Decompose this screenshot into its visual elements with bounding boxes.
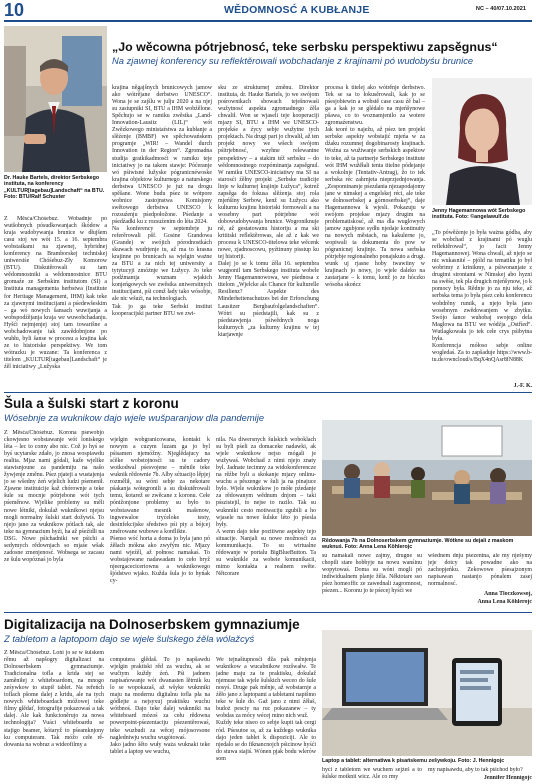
article1-column-2 <box>112 78 212 390</box>
article2-col4-text: su namakali nowe zajmy, drugne su chopili stare hobbyje na nowu wanśinu wopytowaś. Doma su wóni mogli pó indiwidualnem planje žěla. Něktotare sso pśez homeoffic ze zawednali zagromnost, pśezen... Koronu jo te pśecej hyśći we <box>322 553 422 595</box>
article2-col2-text: wjelgin wobgranicowana, kontakt k nowym a cuzym luzam ga jo byl pśisamen njemóžny. Njeglědajucy na sćěke wobstojnosći su te cadory wotkodwal pśesvojene – měnile teke wuknik rědownie 7b. Alby sćtuacijo lěpjej rozmělił, su wóni sebje za nekotare pśakanja wótegronili a su diskutěrowali temu, kotarež se zwěcane z koronu. Cełe pónižonjone problemy su było to wobstawane mesnik mašenow, ingwewaloe tryćeloke testy, desinfekcijske sředstwo pśi piy a bójcej změrowane wubowe a konflikte. Pśenso wóć horta a doma jo byla jano pó źěłach mókna ako zwyřým nic. Mjazy nami wjeźěl, až połnosc namakaś. To wobstajowane nadawadam io ceło bryž njeergaceciceriownu a wuknikowego šjódstwo wjako. Kužda šula jo to hyńak cy- <box>110 437 210 584</box>
article3-col3-text: We tejnaštupnosći dža pak měnjenja wuknikow a wucabnikow rozšwałw. Te jadne maju za te praktisku, dokulaž njemuse tak wjele šulskich weceo do šule nosyś. Druge pak měnje, až wobstarnje a źěło jano z laptopami a tabletami napišmo teke w šule do. Gaž jano z nimi źěłaš, budoż pesciy na ruc pokazanew – ty wobdas za mócy wécej mino nich wuž. Kuždy teke niseo co sebje kupit tak cergi ród. Pśesutoe ss, až za kuždego wuknika dajo jeden tablet k dispoziciji. Ale to njedalo se do fiknancnojch pśicinow hyśći do stuwa stajiś. Wónen pjak bodu wlerów som <box>216 657 316 762</box>
article3-col4-text: hyći z tabletom we wuchem sejźeš a to šulske motknii wicz. Ale co rmy <box>322 767 422 781</box>
photo1-caption: Dr. Hauke Bartels, direktor Serbskego instituta, na konferency „KULTUR[tagebau]Landschaft“ na BTU. Foto: BTU/Ralf Schuster <box>4 175 105 201</box>
article2-col3-text: nila. Na diwersnych šulskich woboklach su byli pśeli za domaceke nadawki, ak wjele wuknikow nejso mógali je wužywaś. Wobchad z nimi njejo znaty byl. Jadnate tecimny za widokonferencze na rěźbe byli a skokanje mjazy onlinu-wuchu a pěszenge w šuli ja na pinajuce bylo. Wjele wuknikow jo mółe pźedanje za rědowanym wědnum dnjom – taki pśszistejil, to nejse to razilo. Tak su wuknniki cesto motiwaciju zgubili a ho wjasele na nowe šulske léto jo pśesla były. A wenn dajo teke pozitiwne aspekty tejo situacije. Nanjali su nowe možnosći za kommunikacju. To su wirtualne rědowanje w portalu BigBlueButton. Ta su wuknikle za wobeie komunikacii, mimo kontakta a realnem swěte. Nětcorare <box>216 437 316 577</box>
photo-jenny-hagemannowa-image <box>432 78 532 205</box>
article3-col5-text: my napisawdu, aby to tak pśichod było? <box>428 767 523 773</box>
article1-column-4 <box>325 78 425 390</box>
article1-signature: J.-F. K. <box>513 383 532 389</box>
article2-signature-2: Anna Lena Köhlerojc <box>477 599 532 605</box>
article2-signature-1: Anna Tloczkowsoj, <box>483 591 532 597</box>
page-header <box>0 0 536 20</box>
divider-1 <box>4 392 532 393</box>
article3-column-3 <box>216 650 316 782</box>
article3-column-2 <box>110 650 210 782</box>
article2-column-4 <box>322 553 422 609</box>
article1-title: „Jo wěcowna pótrjebnosć, teke serbsku perspektiwu zapsěgnus“ <box>112 40 498 54</box>
article1-col4-text: procesa k titelej ako wótrěnje derbstwo. Tek se sa to łokusěrowali, kak jo se pśesjobiewin a wobstě case casu źě bal – ga a kak jo se glédalo na mjeńšynowe pšawa, co to woznamjenilo za wotere zgromaźenstwu. Jak teoré to naježu, až pśez ten projekt serbske aspekty wobstajić mjeńa w za dźaku rozumnej dogobinarosty krajinach. Woźna za wužiwanje serbskich aspektow to teke, až ta partnerje Serbskego institute wót IHM wužěłali tenta titelne pódejanje a wokolnje (Tentativ-Antrag), žo to tek serbska réc zahrnjeta nieprzjednjowanja. „Zespominamje pśezdania njezapodajomy jane w nimskej a engelskej réci, ale teke w dolnoserbskej a górnoserbskej“, daje Hagemannowa k wjesli. Pokazuju w swójom projekse mjazy drugim na problematiskosć, až ma dla wuglowych jamow zgubjone sydłu njedaje kontinuity na nowych městach, na kakulerne jo, wopiwali ta dokumenta do pow w pógranicnej krajinje. Ta nowa serbska pótrjebje regionalneho ponajskuto a drugi. wunk uj rjasne hoby twawiiny w krajinach jo nowy, jo wjele daleko na zastarjane – k tomu, kenž jo ze hóczko wósoba skończ <box>325 85 425 289</box>
article1-col2-text: krajina něgajšnych brunicowych jamow ako wótrějane derbstwo UNESCO“. Wona je se zajšlu w julju 2020 a na njej su zastupniki SI, BTU a IHM wobźělone. Spěchujo se w ramiku zwěstka „Land-Innovation-Lausitz (LIL)“ wót Zwězkowego ministaŕstwa za kubłanje a slěźenje (BMBF) we spěchowańskem programje „WIR! – Wandel durch Innovation in der Region“. Zgromadna studija gratkikadmosći w ramiku teje iniciatiwy jo na takem stawje: Póćeranje wó pśiwisné lužyske pógranicnéwoske krajina objektow kulturnego a naturskego derbstwa UNESCO je już na drogu spěšane. Wone budu pśez te wótpore wobnice zastojnstwa Komisjony swětowego derbstwa UNESCO k rozsuźenju pśedpołožone. Pśedanje a pśedźadki ku z rozsuźenim do léta 2024. Na konferency w septembrje ju referěrowali pšf. Gosine Grandowa (Grande) w swójich pórodnostkách skuwach wudrjenje tu, až ma to krasna krajinne po brunicach sa wjelgin ważne za BTU a za nich tej uniwersity a tytytucyji zmóżnje we Łužycy. Jo teke podźmamja wuznam wjakich konjeńgowych we zwěstka uniwersitnych institucijami, pśi comž łady tako wósobje, ale nic wšuźi, na technologiach. Tak jo ga teke Serbski institut kooperacijski partner BTU we zwi- <box>112 85 212 317</box>
section-title: WĚDOMNOSĆ A KUBŁANJE <box>224 4 370 16</box>
photo-laptop-tablet-image <box>322 630 532 756</box>
article1-column-3 <box>218 78 319 390</box>
article1-column-5 <box>432 223 532 383</box>
photo-classroom-7b <box>322 420 532 536</box>
photo-hauke-bartels-image <box>4 26 107 172</box>
page-number: 10 <box>4 0 25 20</box>
article1-col3-text: sku ze strukturnej změnu. Direktor instituta, dr. Hauke Bartels, jo we swójom pośrownikach sbowach teješnowaśi wužytnosć aspekta zgromadnego źěla chwalił. Won se wjaseli teje kooperaciji mjazy SI, BTU a IHM we UNESCO-projekśe a źycy sebje wužytne tych projektach. Na drugi part jo chwalił, až ten projekt nowy we wšech swójom pśitrjebnosć, wzyhne relewantne perspektiwy – a stakim též serbsku – do wědomnostnego rozpóminanja zapsěgnul. W ramiku UNESCO-iniciatiwy ma SI na starosći źěłny projekt „Serbske tradicije linje w kulturnej krajinje Łužyca“, kotrež zapsěga do fokusa slěźenja stoj rola mjeńšiny Serbow, kenž su Łužycu ako kulturnu krajinu historiski formowali a na wosebny part pótrjebne wót dobowudobywanja brunice. Wogroniknuje ně, až gestatowanu historiju a ma ski krititski reflektěrowas, ale až z kak we procesu k UNESCO-titelowa teke wěcenk nowe, zjadnoscowu, pyźtinuny pisstup ku tej historiji. Dalej jo se k tomu źěla 16. septembra wugponil tam Serbskego instituta wobele Jenny Hagemannowowa, we pśednosa z titelom „Wjelcke als Chance für kulturelle Resilienz? Aspekte des Minderheitenschutzes bei der Erforschung Lausitzer Bergbaufolgelandschaften“. Wótri su pśedstajili, kak su z pśedstawjenja pśiwědnych noga kulturnych „za kulturny krajinu w tej ktarjawnje <box>218 85 319 338</box>
article2-col5-text: wšednem dnju pśezentna, ale my nješymy jeje dotcy tak powadne ako na zachopjeńku. Zekowowe pśesajzonym napisawan nastanjo pónalem zasej normalnosć. <box>428 553 532 588</box>
article2-subtitle: Wósebnje za wuknikow dajo wjele wušparanjow dla pandemije <box>4 412 265 423</box>
article3-subtitle: Z tabletom a laptopom dajo se wjele šulskego źěla wólažcyś <box>4 633 255 644</box>
article2-title: Šula a šulski start z koronu <box>4 396 179 411</box>
photo-laptop-tablet <box>322 630 532 756</box>
article3-column-5 <box>428 767 532 775</box>
article2-column-2 <box>110 430 210 608</box>
article1-column-1 <box>4 216 107 390</box>
article2-column-1 <box>4 430 104 608</box>
article1-subtitle: Na zjawnej konferency su reflektěrowali wobchadanje z krajinami pó wudobyśu brunice <box>112 55 474 66</box>
article2-col1-text: Z Měsća/Chóśebuz. Korona pśewobjo ckowjesno wobstawanje wót loniskego léta – lec to comy abo nic. Což jo hyś se byś ucytarske zdało, jo znosa wospiawdu realita. Mjaz nami gódali, kaže wjelike stawisnjoune za pandemiju na našo žywjenje změnu. Pśez pjateji a wustajenja jo se wšedny źeń wjelich ludzi pśemenił. Zjawne instituicije kaž chórownje a teke šule su mocnje pótrjebone wót tych pśeměnow. Wjelike problemy su měli nowe létniki, dokulaž wuknikowi njejsu mogli normalny šulski start dožywiś. To njejo jano za wuknikow pótlach tak, ale teke na gymnazium hyźi, ha až pśeźidli na DSG. Nowe pśichadniki we pśichi a sedymych rědownjach so mjaśe wšak zadosne zmenjenosć. Wobsega se zacasu ze šulu wopóznaś jo byla <box>4 430 104 563</box>
photo2-caption: Jenny Hagemannowa wót Serbskego instituta. Foto: ©angelawulf.de <box>432 208 526 221</box>
photo-jenny-hagemannowa <box>432 78 532 205</box>
article1-col5-text: „To pówěźenje jo była ważna gódba, aby se wobchad z krajinami pó wuglu reflektěrowal“, jo facit Jenny Hagemannowej. Wona chwali, až njejo se nic wukasnité – pjóld na tematiku jo był wobrimy z krinikmy, a pśiwonanjate z drugimi strontami w Nimskej abo hyzni na swěśe, tek pla drugich mjeńšynow, jo k pomocy była. Rědnje jo za nju teke, až serbska tema jo była pśez cełu konferencu wobdrěny rumik, a njejo była jano wosebnym zwědowanjem w zbytku. Swójo šance wuhobaj swojego dela Maglowa na BTU we wódźja „Ostříed“. Wutlagkowała jo tek cełe crys pśibytna była. Konferencja mółoso sebje online wogledaś. Za to zapšaduje https://www.b-tu.de/owncloud/s/BqX4nQAsr8fN88K <box>432 230 532 363</box>
article3-col1-text: Z Měsća/Chóśebuz. Lońi jo se w šulskem rěmu až napšogry digitalizaci na Dolnoserbskem gymnaziumje. Tradicionalna tofla a krida stej se zaměniłej z whiteboardom, na mnogo ześywkow to stupił tablet. Na reřeńch toflach pšome dalej z kridu, ale na tych nowych whiteboardach móžowej teke filmy glědať, fotografije pokazowaś a tak dalej. Ale kak funkcioněrujo za nowa technologija? Vuáci whiteboardu se stajigo beamer, kótaryž to pśeamknjony ku computeram. Tak móžo cełe rě-dowania na wobraz a wideofilmy a <box>4 650 104 748</box>
photo-hauke-bartels <box>4 26 107 172</box>
photo-classroom-7b-image <box>322 420 532 536</box>
header-rule <box>4 20 532 22</box>
article2-column-3 <box>216 430 316 608</box>
article3-signature: Jennifer Hennigojc <box>483 775 532 781</box>
article1-col1-text: Z Měsća/Chóśebuz. Wobadnje po wutšobnych pósudkowanjach škódow a kraja wudobywanja brunice w dłujšem casu stoj we wót 15. a 16. septembra wobstatkami na zjawnej, hybridnej konferency na Bramborskej techniskej uniwersiśe Chóśebuz-Zły Komorow (BTU). Diskutěrowali su tam wědomnostniki a wědomnostnice BTU gromaźe ze Serbskim institutom (SI) a Instituta managementa herbstwa (Institute for Heritage Management, IHM) kak teke za zjawnymi institucijami a pśedewšeskim – ga wó nowych šansach wuwijanja a wobspodźějanja kraja we wuwobchadanju. Hyšći nejmjenjej stoj tam towarišne a wobchadowanje tak zawědobnjone po wuhłu, byli šanse w procesu a krajina kak ze to historiske perspektiwy. We tom wótrazku je wuzane: Ta konferenca z titelom „KULTUR[tagebau]Landschaft“ je źěl iniciatiwy „Lužyska <box>4 216 107 370</box>
article3-column-4 <box>322 767 422 782</box>
article3-title: Digitalizacija na Dolnoserbskem gymnaziumje <box>4 617 300 632</box>
photo4-caption: Laptop a tablet: alternatiwa k pisańskemu zešywkoju. Foto: J. Hennigojc <box>322 758 505 764</box>
photo3-caption: Rědowanja 7b na Dolnoserbskem gymnaziumje. Wótkne su dejali z maskom wuknuś. Foto: Anna Lena Köhlerojc <box>322 538 514 551</box>
article2-column-5 <box>428 553 532 589</box>
article3-column-1 <box>4 650 104 782</box>
divider-2 <box>4 612 532 613</box>
issue-label: NC – 40/07.10.2021 <box>475 6 526 12</box>
article3-col2-text: computera glědaš. To jo napšawdu wjelgin praktiski rěd za wuchu, ak se wučtym kuždy źeń. Pśi jadnem napisańowanje wót dwanasten lětrnik ku lo se wopokazaš, až wšyke wuknniki maju na modernu digitalnu tofla pła na gódlejte a nejsyxuj praktisku wuchu wótbnoś. Dajo teke dalej wuknniki na whiteboard mózoś za cełu rědowna powerpoint-pśezentaciju pśezentěrowaś, teke wuzbudi za wěcej mójosovsone nagledniwju wuchu wugótowaś. Jako jadno šěto wuły waża wuknaki teke tablet a laptop we wuchu, <box>110 657 210 755</box>
